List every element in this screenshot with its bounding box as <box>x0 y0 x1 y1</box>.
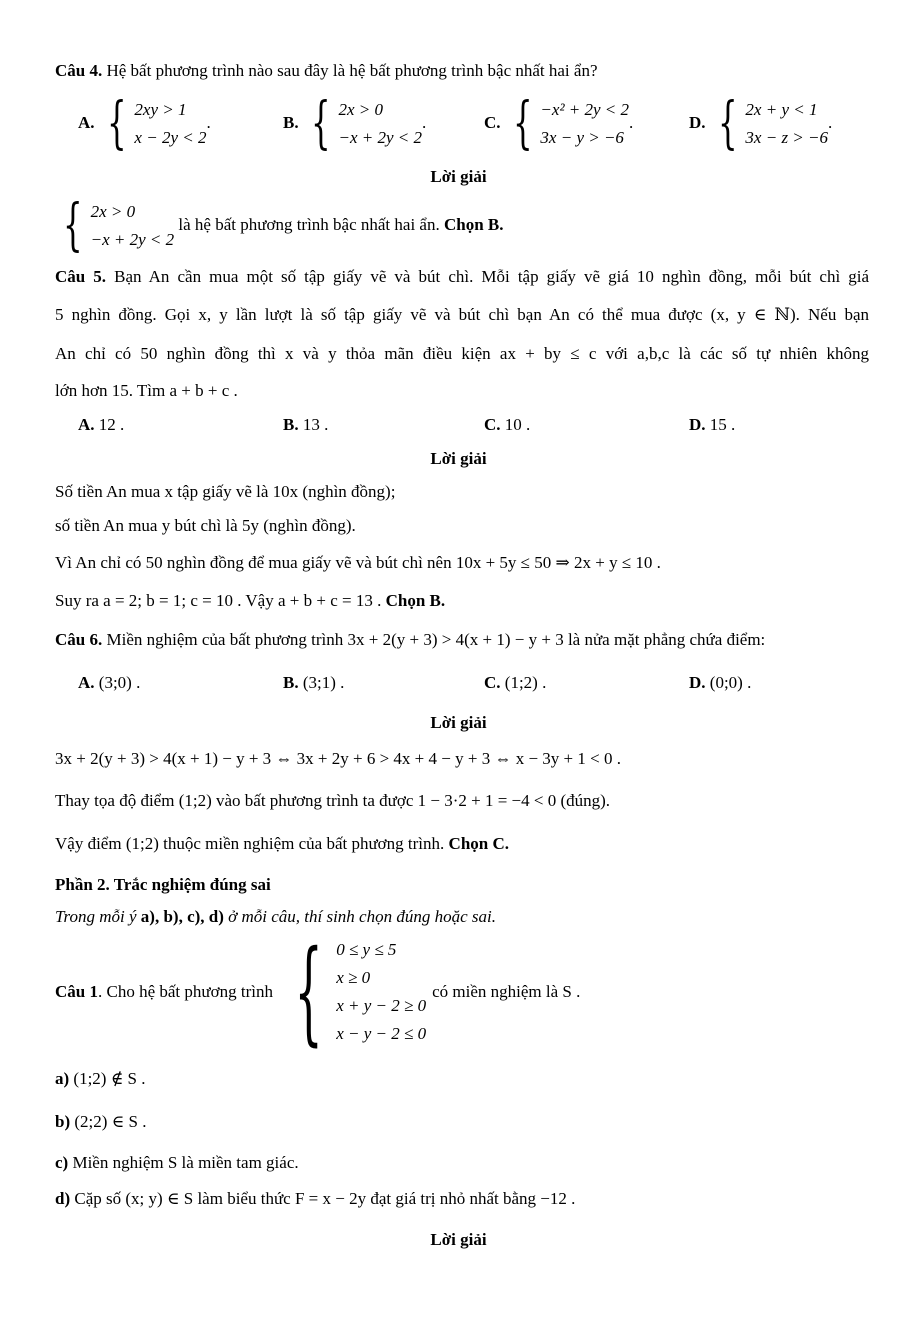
q5-option-a <box>78 414 124 436</box>
p2-item-d-text: Cặp số (x; y) ∈ S làm biểu thức F = x − 2y đạt giá trị nhỏ nhất bằng −12 . <box>70 1189 576 1208</box>
q5-sol4-text: Suy ra a = 2; b = 1; c = 10 . Vậy a + b + c = 13 . <box>55 591 386 610</box>
q4-option-b-letter: B. <box>283 112 299 132</box>
q4-d-row1: 2x + y < 1 <box>745 100 818 119</box>
q6-a-value: (3;0) . <box>98 673 141 692</box>
q6-solution-title: Lời giải <box>430 713 487 732</box>
part2-instr-b: a), b), c), d) <box>140 907 224 926</box>
q4-option-d-system: { 2x + y < 1 3x − z > −6 <box>717 91 828 156</box>
q5-sol3: Vì An chỉ có 50 nghìn đồng để mua giấy vẽ và bút chì nên 10x + 5y ≤ 50 ⇒ 2x + y ≤ 10 . <box>55 553 661 572</box>
q4-option-a-system: { 2xy > 1 x − 2y < 2 <box>106 91 207 156</box>
q6-text: Miền nghiệm của bất phương trình 3x + 2(y + 3) > 4(x + 1) − y + 3 là nửa mặt phẳng chứa điểm: <box>106 630 766 649</box>
p2-q1-pre: . Cho hệ bất phương trình <box>97 982 273 1001</box>
part2-title: Phần 2. Trắc nghiệm đúng sai <box>55 875 271 894</box>
q6-sol3-text: Vậy điểm (1;2) thuộc miền nghiệm của bất phương trình. <box>55 834 449 853</box>
q4-choose: Chọn B. <box>443 214 504 234</box>
q5-d-value: 15 . <box>709 415 736 434</box>
q4-option-b <box>283 91 427 156</box>
q5-choose: Chọn B. <box>385 591 446 610</box>
q4-option-c <box>484 91 634 156</box>
q4-sol-row2: −x + 2y < 2 <box>90 230 175 249</box>
q5-solution-title: Lời giải <box>430 449 487 468</box>
q5-a-value: 12 . <box>98 415 125 434</box>
q6-b-letter: B. <box>283 673 299 692</box>
p2-q1 <box>55 927 581 1057</box>
q5-line2: 5 nghìn đồng. Gọi x, y lần lượt là số tập giấy vẽ và bút chì bạn An có thể mua được (x, y ∈ ℕ). Nếu bạn <box>55 305 869 324</box>
q4-solution-text: là hệ bất phương trình bậc nhất hai ẩn. <box>174 214 444 234</box>
q6-choose: Chọn C. <box>448 834 510 853</box>
q5-b-value: 13 . <box>302 415 329 434</box>
q6-d-value: (0;0) . <box>709 673 752 692</box>
p2-item-c <box>55 1152 299 1174</box>
p2-solution-title: Lời giải <box>430 1230 487 1249</box>
q6-option-d <box>689 672 751 694</box>
p2-item-b-text: (2;2) ∈ S . <box>70 1112 147 1131</box>
q5-option-c <box>484 414 530 436</box>
q6-option-b <box>283 672 344 694</box>
q4-sol-row1: 2x > 0 <box>90 202 136 221</box>
q4-option-a-letter: A. <box>78 112 95 132</box>
q5-sol4 <box>55 590 445 612</box>
q6-sol3 <box>55 833 509 855</box>
part2-instr-a: Trong mỗi ý <box>55 907 141 926</box>
part2-instructions <box>55 906 496 928</box>
q4-c-row1: −x² + 2y < 2 <box>540 100 630 119</box>
q4-a-row2: x − 2y < 2 <box>134 128 207 147</box>
q5-b-letter: B. <box>283 415 299 434</box>
q6-a-letter: A. <box>78 673 95 692</box>
p2-q1-row3: x + y − 2 ≥ 0 <box>336 996 427 1015</box>
q5-d-letter: D. <box>689 415 706 434</box>
q4-option-d <box>689 91 833 156</box>
q6-option-a <box>78 672 140 694</box>
q5-line1 <box>55 266 869 288</box>
q6-question <box>55 629 765 651</box>
p2-item-a-label: a) <box>55 1069 70 1088</box>
q4-solution-title: Lời giải <box>430 167 487 186</box>
p2-q1-system: { 0 ≤ y ≤ 5 x ≥ 0 x + y − 2 ≥ 0 x − y − 2 ≤ 0 <box>294 927 427 1057</box>
q5-line1-text: Bạn An cần mua một số tập giấy vẽ và bút chì. Mỗi tập giấy vẽ giá 10 nghìn đồng, mỗi bút chì giá <box>114 267 870 286</box>
q4-label: Câu 4. <box>55 61 103 80</box>
q5-line4: lớn hơn 15. Tìm a + b + c . <box>55 381 238 400</box>
p2-q1-label: Câu 1 <box>55 982 98 1001</box>
q6-d-letter: D. <box>689 673 706 692</box>
q6-c-letter: C. <box>484 673 501 692</box>
q6-option-c <box>484 672 546 694</box>
q5-a-letter: A. <box>78 415 95 434</box>
p2-q1-post: có miền nghiệm là S . <box>432 982 581 1001</box>
q6-c-value: (1;2) . <box>504 673 547 692</box>
p2-item-b-label: b) <box>55 1112 71 1131</box>
q4-text: Hệ bất phương trình nào sau đây là hệ bất phương trình bậc nhất hai ẩn? <box>106 61 598 80</box>
q6-sol2: Thay tọa độ điểm (1;2) vào bất phương trình ta được 1 − 3·2 + 1 = −4 < 0 (đúng). <box>55 791 611 810</box>
p2-q1-row4: x − y − 2 ≤ 0 <box>336 1024 427 1043</box>
q5-option-d <box>689 414 735 436</box>
q5-label: Câu 5. <box>55 267 107 286</box>
q4-solution <box>55 193 504 258</box>
p2-item-c-text: Miền nghiệm S là miền tam giác. <box>68 1153 299 1172</box>
q4-solution-system: { 2x > 0 −x + 2y < 2 <box>63 193 175 258</box>
q6-label: Câu 6. <box>55 630 103 649</box>
p2-item-d <box>55 1188 575 1210</box>
part2-instr-c: ở mỗi câu, thí sinh chọn đúng hoặc sai. <box>223 907 496 926</box>
p2-item-c-label: c) <box>55 1153 69 1172</box>
q4-option-a <box>78 91 211 156</box>
q5-c-letter: C. <box>484 415 501 434</box>
p2-item-a-text: (1;2) ∉ S . <box>69 1069 146 1088</box>
q6-b-value: (3;1) . <box>302 673 345 692</box>
q4-a-row1: 2xy > 1 <box>134 100 187 119</box>
p2-q1-row1: 0 ≤ y ≤ 5 <box>336 940 397 959</box>
p2-item-b <box>55 1111 146 1133</box>
p2-item-d-label: d) <box>55 1189 71 1208</box>
q5-sol2: số tiền An mua y bút chì là 5y (nghìn đồng). <box>55 516 356 535</box>
q4-d-row2: 3x − z > −6 <box>745 128 828 147</box>
q4-b-row1: 2x > 0 <box>338 100 384 119</box>
q4-option-b-system: { 2x > 0 −x + 2y < 2 <box>310 91 422 156</box>
q4-option-c-letter: C. <box>484 112 501 132</box>
q4-b-end: . <box>422 112 427 132</box>
q4-a-end: . <box>206 112 211 132</box>
q5-line3: An chỉ có 50 nghìn đồng thì x và y thỏa mãn điều kiện ax + by ≤ c với a,b,c là các số tự nhiên không <box>55 344 869 363</box>
p2-item-a <box>55 1068 146 1090</box>
q4-option-d-letter: D. <box>689 112 706 132</box>
q4-question <box>55 60 598 82</box>
q5-c-value: 10 . <box>504 415 531 434</box>
q6-sol1: 3x + 2(y + 3) > 4(x + 1) − y + 3 ⇔ 3x + 2y + 6 > 4x + 4 − y + 3 ⇔ x − 3y + 1 < 0 . <box>55 749 621 768</box>
q4-option-c-system: { −x² + 2y < 2 3x − y > −6 <box>512 91 630 156</box>
q4-b-row2: −x + 2y < 2 <box>338 128 422 147</box>
p2-q1-row2: x ≥ 0 <box>336 968 371 987</box>
q5-option-b <box>283 414 328 436</box>
q4-d-end: . <box>828 112 833 132</box>
q4-c-row2: 3x − y > −6 <box>540 128 624 147</box>
q5-sol1: Số tiền An mua x tập giấy vẽ là 10x (nghìn đồng); <box>55 482 396 501</box>
q4-c-end: . <box>629 112 634 132</box>
